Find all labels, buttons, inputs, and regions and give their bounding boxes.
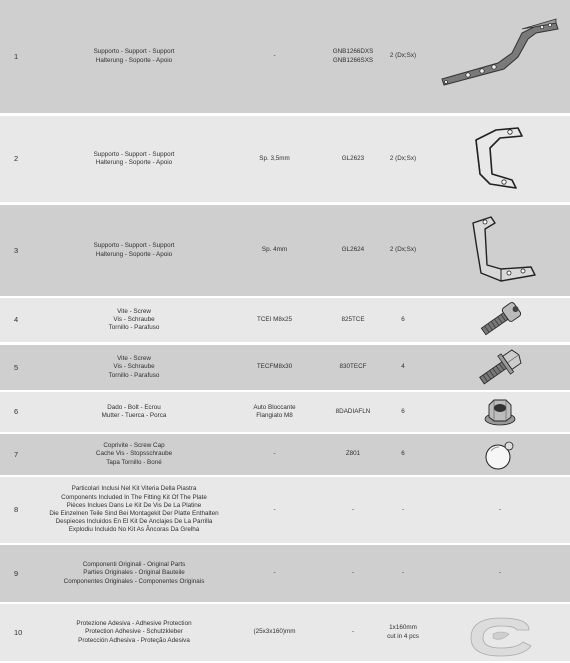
item-spec bbox=[232, 345, 317, 390]
item-quantity bbox=[370, 545, 436, 602]
description-line: Components Included In The Fitting Kit Of The Plate bbox=[61, 493, 207, 501]
description-line: Tapa Tornillo - Boné bbox=[106, 458, 162, 466]
item-number: 3 bbox=[14, 245, 19, 255]
code-line: 825TCE bbox=[341, 315, 365, 323]
item-quantity bbox=[370, 604, 436, 661]
description-line: Mutter - Tuerca - Porca bbox=[101, 412, 167, 419]
description-line: Protection Adhesive - Schutzkleber bbox=[85, 628, 183, 636]
item-number: 6 bbox=[14, 407, 19, 417]
code-line: GL2623 bbox=[341, 154, 365, 162]
description-line: Cache Vis - Stopsschraube bbox=[95, 450, 173, 458]
item-description bbox=[48, 545, 220, 602]
socket-screw-icon bbox=[436, 298, 564, 342]
code-line: - bbox=[351, 628, 355, 636]
quantity-line: 6 bbox=[401, 407, 405, 415]
item-spec bbox=[232, 392, 317, 432]
description-line: Dado - Bolt - Ecrou bbox=[107, 403, 161, 411]
adhesive-strip-icon bbox=[436, 604, 564, 661]
description-line: Vite - Screw bbox=[117, 355, 151, 363]
item-spec bbox=[232, 298, 317, 342]
curved-bracket-icon bbox=[436, 116, 564, 202]
item-description bbox=[48, 116, 220, 202]
quantity-line: 2 (Dx;Sx) bbox=[389, 52, 417, 60]
table-row bbox=[0, 0, 570, 113]
item-quantity bbox=[370, 205, 436, 296]
description-line: Die Einzelnen Teile Sind Bei Montagekit Der Platte Enthalten bbox=[49, 510, 219, 517]
item-spec bbox=[232, 604, 317, 661]
item-spec bbox=[232, 545, 317, 602]
code-line: 8DADIAFLN bbox=[335, 407, 371, 415]
item-quantity bbox=[370, 434, 436, 475]
description-line: Tornillo - Parafuso bbox=[108, 371, 160, 379]
item-description bbox=[48, 477, 220, 543]
description-line: Tornillo - Parafuso bbox=[108, 324, 160, 332]
item-description bbox=[48, 434, 220, 475]
item-image-placeholder: - bbox=[498, 569, 502, 577]
table-row bbox=[0, 392, 570, 432]
description-line: Halterung - Soporte - Apoio bbox=[95, 56, 173, 64]
item-spec bbox=[232, 205, 317, 296]
quantity-line: 6 bbox=[401, 315, 405, 323]
description-line: Supporto - Support - Support bbox=[93, 242, 175, 250]
quantity-line: cut in 4 pcs bbox=[387, 632, 419, 640]
quantity-line: 4 bbox=[401, 363, 405, 371]
item-quantity bbox=[370, 298, 436, 342]
description-line: Protección Adhesiva - Proteção Adesiva bbox=[78, 636, 190, 644]
description-line: Explodiu Incluido No Kit As Âncoras Da Grelha bbox=[68, 526, 200, 534]
item-quantity bbox=[370, 0, 436, 113]
item-spec bbox=[232, 116, 317, 202]
item-number: 10 bbox=[14, 627, 23, 637]
code-line: Z801 bbox=[345, 450, 361, 458]
spec-line: - bbox=[273, 52, 276, 60]
item-description bbox=[48, 345, 220, 390]
item-number: 7 bbox=[14, 449, 19, 459]
quantity-line: - bbox=[401, 569, 405, 577]
description-line: Coprivite - Screw Cap bbox=[103, 442, 165, 450]
item-description bbox=[48, 392, 220, 432]
item-number: 1 bbox=[14, 51, 19, 61]
description-line: Supporto - Support - Support bbox=[93, 150, 175, 158]
spec-line: Sp. 3,5mm bbox=[259, 154, 290, 162]
item-description bbox=[48, 0, 220, 113]
item-description bbox=[48, 298, 220, 342]
description-line: Supporto - Support - Support bbox=[93, 48, 175, 56]
table-row bbox=[0, 477, 570, 543]
flange-nut-icon bbox=[436, 392, 564, 432]
table-row bbox=[0, 116, 570, 202]
spec-line: (25x3x160)mm bbox=[253, 628, 296, 636]
quantity-line: 2 (Dx;Sx) bbox=[389, 246, 417, 254]
screw-cap-icon bbox=[436, 434, 564, 475]
description-line: Pièces Inclues Dans Le Kit De Vis De La Platine bbox=[66, 501, 202, 509]
quantity-line: 2 (Dx;Sx) bbox=[389, 154, 417, 162]
quantity-line: - bbox=[401, 505, 405, 513]
table-row bbox=[0, 545, 570, 602]
plate-bracket-icon bbox=[436, 205, 564, 296]
description-line: Despieces Incluidos En El Kit De Anclajes De La Parrilla bbox=[55, 518, 213, 526]
table-row bbox=[0, 604, 570, 661]
description-line: Parties Originales - Original Bauteile bbox=[83, 569, 185, 577]
table-row bbox=[0, 434, 570, 475]
item-description bbox=[48, 604, 220, 661]
item-quantity bbox=[370, 477, 436, 543]
table-row bbox=[0, 205, 570, 296]
spec-line: Flangiato M8 bbox=[256, 412, 293, 419]
spec-line: TCEI M8x25 bbox=[257, 315, 292, 323]
item-number: 2 bbox=[14, 154, 19, 164]
description-line: Particolari Inclusi Nel Kit Viteria Della Piastra bbox=[71, 485, 197, 493]
table-row bbox=[0, 345, 570, 390]
item-image-placeholder: - bbox=[498, 505, 502, 513]
item-number: 9 bbox=[14, 568, 19, 578]
table-row bbox=[0, 298, 570, 342]
bracket-arm-icon bbox=[436, 0, 564, 113]
item-number: 5 bbox=[14, 362, 19, 372]
code-line: GNB1266DXS bbox=[332, 48, 374, 56]
spec-line: Auto Bloccante bbox=[253, 403, 296, 411]
spec-line: Sp. 4mm bbox=[261, 246, 288, 254]
code-line: 830TECF bbox=[339, 363, 367, 371]
description-line: Protezione Adesiva - Adhesive Protection bbox=[76, 620, 192, 628]
description-line: Vis - Schraube bbox=[113, 315, 155, 323]
description-line: Halterung - Soporte - Apoio bbox=[95, 250, 173, 258]
description-line: Componentes Originales - Componentes Originais bbox=[63, 577, 205, 585]
quantity-line: 1x160mm bbox=[389, 624, 417, 632]
item-spec bbox=[232, 477, 317, 543]
code-line: - bbox=[351, 505, 355, 513]
description-line: Vis - Schraube bbox=[113, 363, 155, 371]
spec-line: - bbox=[273, 450, 276, 458]
item-spec bbox=[232, 0, 317, 113]
item-quantity bbox=[370, 345, 436, 390]
item-spec bbox=[232, 434, 317, 475]
code-line: GL2624 bbox=[341, 246, 365, 254]
quantity-line: 6 bbox=[401, 450, 405, 458]
item-quantity bbox=[370, 392, 436, 432]
code-line: - bbox=[351, 569, 355, 577]
description-line: Componenti Originali - Original Parts bbox=[82, 561, 186, 569]
code-line: GNB1266SXS bbox=[332, 56, 374, 64]
description-line: Vite - Screw bbox=[117, 307, 151, 315]
spec-line: TECFM8x30 bbox=[256, 363, 293, 371]
item-number: 4 bbox=[14, 315, 19, 325]
spec-line: - bbox=[273, 569, 276, 577]
description-line: Halterung - Soporte - Apoio bbox=[95, 159, 173, 166]
item-quantity bbox=[370, 116, 436, 202]
item-description bbox=[48, 205, 220, 296]
flange-screw-icon bbox=[436, 345, 564, 390]
item-number: 8 bbox=[14, 505, 19, 515]
spec-line: - bbox=[273, 505, 276, 513]
